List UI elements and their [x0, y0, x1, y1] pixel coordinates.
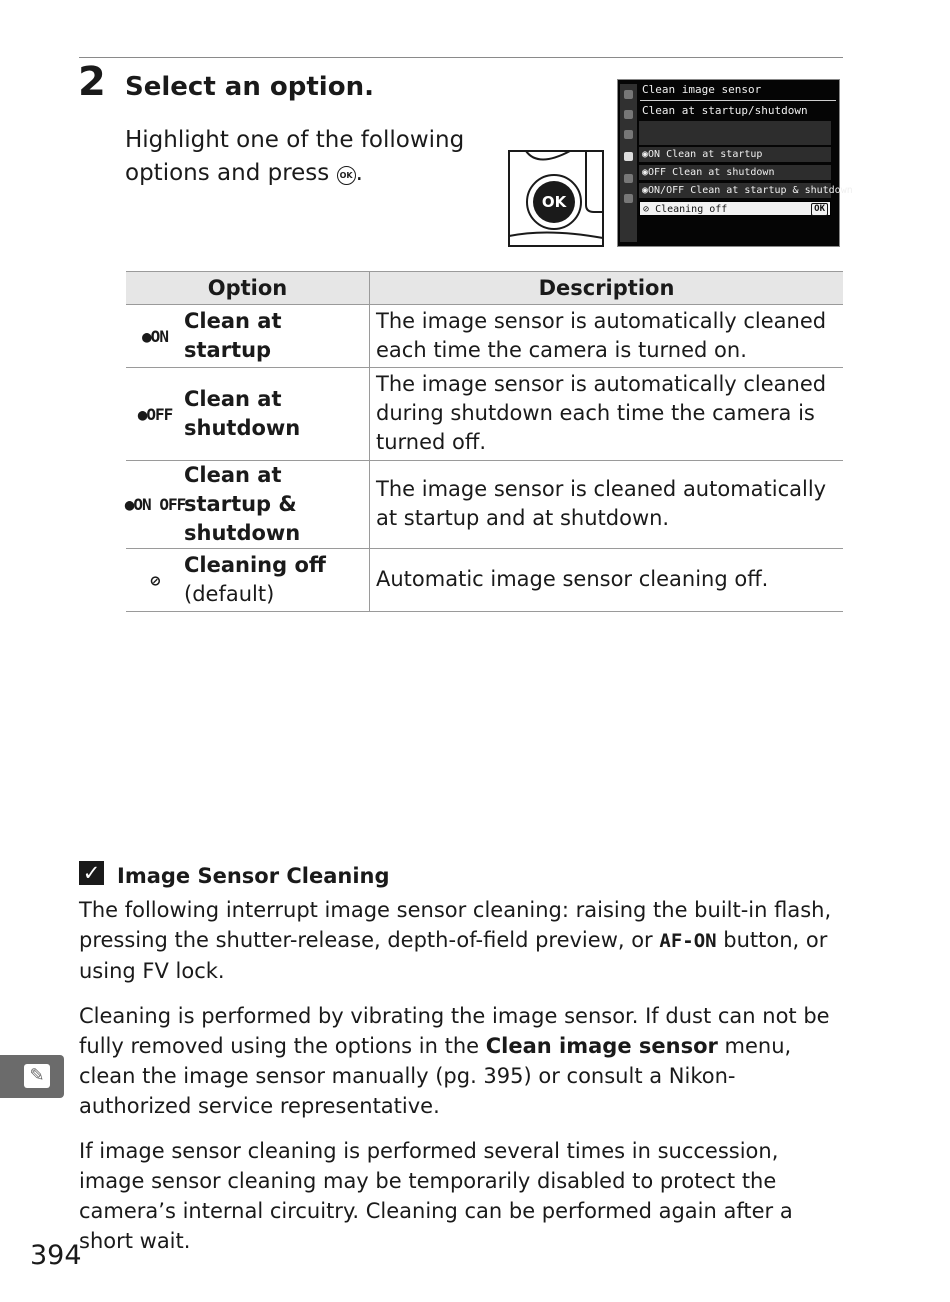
table-row [126, 305, 843, 368]
option-name: Clean at shutdown [184, 387, 301, 440]
description-column-header: Description [370, 272, 844, 305]
option-cell [126, 305, 370, 368]
lcd-menu-tabs [620, 84, 637, 242]
clean-startup-shutdown-icon: ●ON OFF [124, 495, 186, 514]
table-row [126, 368, 843, 461]
page-number: 394 [30, 1240, 82, 1271]
clean-shutdown-icon: ◉OFF [642, 167, 667, 178]
note-text: button, or using FV lock. [79, 928, 828, 983]
lcd-blank-panel [639, 121, 831, 145]
af-on-button-label: AF-ON [659, 930, 717, 952]
lcd-item-label: Clean at startup [666, 149, 763, 160]
clean-startup-icon: ◉ON [642, 149, 661, 160]
option-cell [126, 368, 370, 461]
section-tab [0, 1055, 64, 1098]
menu-name: Clean image sensor [485, 1034, 718, 1058]
cleaning-off-icon: ⊘ [643, 204, 650, 215]
lcd-divider [640, 100, 836, 101]
note-paragraph-2 [79, 1001, 847, 1121]
step-number: 2 [78, 59, 106, 105]
options-table [126, 271, 843, 612]
retouch-tab-icon [624, 174, 633, 183]
step-instructions [125, 124, 500, 190]
table-row [126, 461, 843, 549]
note-text: menu, clean the image sensor manually (pg. 395) or consult a Nikon-authorized service representative. [79, 1034, 792, 1118]
clean-both-icon: ◉ON/OFF [642, 185, 685, 196]
lcd-item-clean-both [639, 183, 853, 198]
top-rule [79, 57, 843, 58]
lcd-item-clean-startup [639, 147, 831, 162]
cleaning-off-icon: ⊘ [150, 570, 160, 590]
option-name: Clean at startup [184, 309, 282, 362]
lcd-menu-subtitle: Clean at startup/shutdown [642, 104, 808, 117]
lcd-item-label: Clean at startup & shutdown [690, 185, 853, 196]
note-body [79, 895, 847, 1271]
custom-settings-tab-icon [624, 130, 633, 139]
option-name: Cleaning off [184, 553, 326, 577]
note-text: Cleaning is performed by vibrating the image sensor. If dust can not be fully removed using the options in the [79, 1004, 830, 1058]
step-body-end: . [355, 160, 363, 186]
tools-icon: ✎ [24, 1064, 50, 1088]
setup-tab-icon [624, 152, 633, 161]
description-cell: The image sensor is automatically cleaned each time the camera is turned on. [370, 305, 844, 368]
lcd-item-label: Clean at shutdown [672, 167, 775, 178]
description-cell: The image sensor is cleaned automatically at startup and at shutdown. [370, 461, 844, 549]
default-note: (default) [184, 582, 275, 606]
lcd-item-cleaning-off [639, 201, 831, 216]
option-cell [126, 461, 370, 549]
clean-startup-icon: ●ON [142, 326, 168, 346]
step-title: Select an option. [125, 72, 374, 102]
ok-button-icon: OK [337, 166, 356, 185]
ok-badge-icon: OK [811, 203, 828, 216]
playback-tab-icon [624, 90, 633, 99]
option-name: Clean at startup & shutdown [184, 463, 301, 545]
note-title: Image Sensor Cleaning [117, 864, 390, 888]
lcd-menu-title: Clean image sensor [642, 83, 762, 96]
step-body-text: Highlight one of the following options and press [125, 127, 465, 186]
table-header-row [126, 272, 843, 305]
note-paragraph-1 [79, 895, 847, 986]
note-paragraph-3: If image sensor cleaning is performed several times in succession, image sensor cleaning may be temporarily disabled to protect the camera’s internal circuitry. Cleaning can be performed again after a short wait. [79, 1139, 793, 1253]
camera-ok-label: OK [541, 193, 567, 211]
checkmark-icon: ✓ [79, 861, 104, 885]
my-menu-tab-icon [624, 194, 633, 203]
lcd-item-clean-shutdown [639, 165, 831, 180]
description-cell: The image sensor is automatically cleaned during shutdown each time the camera is turned off. [370, 368, 844, 461]
clean-shutdown-icon: ●OFF [137, 404, 173, 424]
table-row [126, 549, 843, 612]
option-column-header: Option [126, 272, 370, 305]
description-cell: Automatic image sensor cleaning off. [370, 549, 844, 612]
lcd-item-label: Cleaning off [655, 204, 728, 215]
note-text: The following interrupt image sensor cleaning: raising the built-in flash, pressing the shutter-release, depth-of-field preview, or [79, 898, 832, 952]
shooting-tab-icon [624, 110, 633, 119]
option-cell [126, 549, 370, 612]
camera-lcd-menu [617, 79, 853, 247]
